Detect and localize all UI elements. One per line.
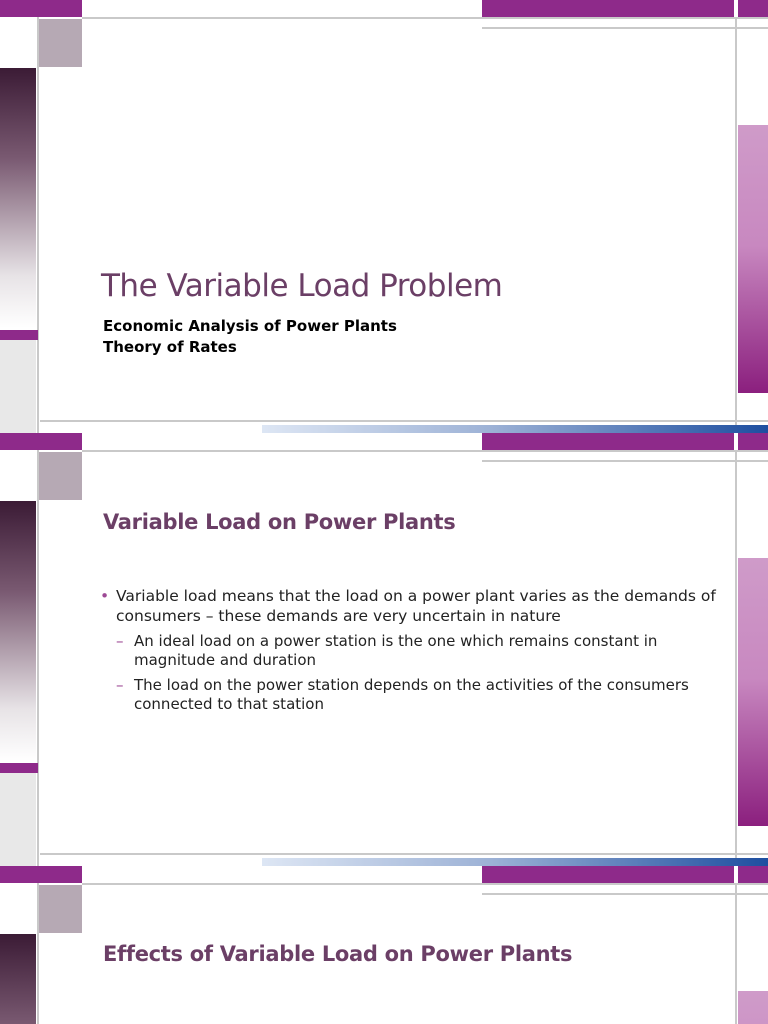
left-purple-marker [0,330,38,340]
top-divider [82,450,768,452]
top-right-accent [482,866,734,883]
top-right-accent [482,433,734,450]
slide-title: Variable Load on Power Plants [103,510,456,534]
right-divider [735,450,737,866]
bottom-divider [40,853,768,855]
top-divider-2 [482,27,768,29]
slide-title: Effects of Variable Load on Power Plants [103,942,573,966]
left-divider [37,883,39,1024]
right-divider [735,17,737,433]
subtitle-line-1: Economic Analysis of Power Plants [103,317,397,335]
slide-body [100,586,720,714]
top-left-accent [0,0,82,17]
top-divider-2 [482,893,768,895]
bullet-text: Variable load means that the load on a power plant varies as the demands of consumers – these demands are very uncertain in nature [116,587,716,625]
sub-bullet-item [100,676,720,714]
top-left-accent [0,866,82,883]
sub-bullet-text: An ideal load on a power station is the one which remains constant in magnitude and duration [134,632,658,669]
subtitle-line-2: Theory of Rates [103,338,237,356]
right-edge-accent [738,0,768,17]
right-gradient-bar [738,991,768,1024]
bottom-divider [40,420,768,422]
top-left-square [38,19,82,67]
top-left-square [38,452,82,500]
top-divider-2 [482,460,768,462]
top-divider [82,883,768,885]
right-divider [735,883,737,1024]
top-left-square [38,885,82,933]
top-right-accent [482,0,734,17]
bullet-item [100,586,720,626]
left-gray-block [0,340,36,433]
bottom-blue-bar [262,858,768,866]
slide-title: The Variable Load Problem [101,268,503,304]
slide-1 [0,0,768,433]
right-edge-accent [738,433,768,450]
top-left-accent [0,433,82,450]
left-gray-block [0,773,36,866]
sub-bullet-text: The load on the power station depends on the activities of the consumers connected to that station [134,676,689,713]
left-purple-marker [0,763,38,773]
sub-bullet-item [100,632,720,670]
left-gradient-bar [0,68,36,328]
bottom-blue-bar [262,425,768,433]
bullet-icon: • [100,587,110,605]
left-divider [37,17,39,433]
slide-2 [0,433,768,866]
left-gradient-bar [0,934,36,1024]
right-gradient-bar [738,125,768,393]
right-edge-accent [738,866,768,883]
right-gradient-bar [738,558,768,826]
left-divider [37,450,39,866]
slide-3 [0,866,768,1024]
dash-icon: – [116,676,124,694]
top-divider [82,17,768,19]
dash-icon: – [116,632,124,650]
left-gradient-bar [0,501,36,761]
